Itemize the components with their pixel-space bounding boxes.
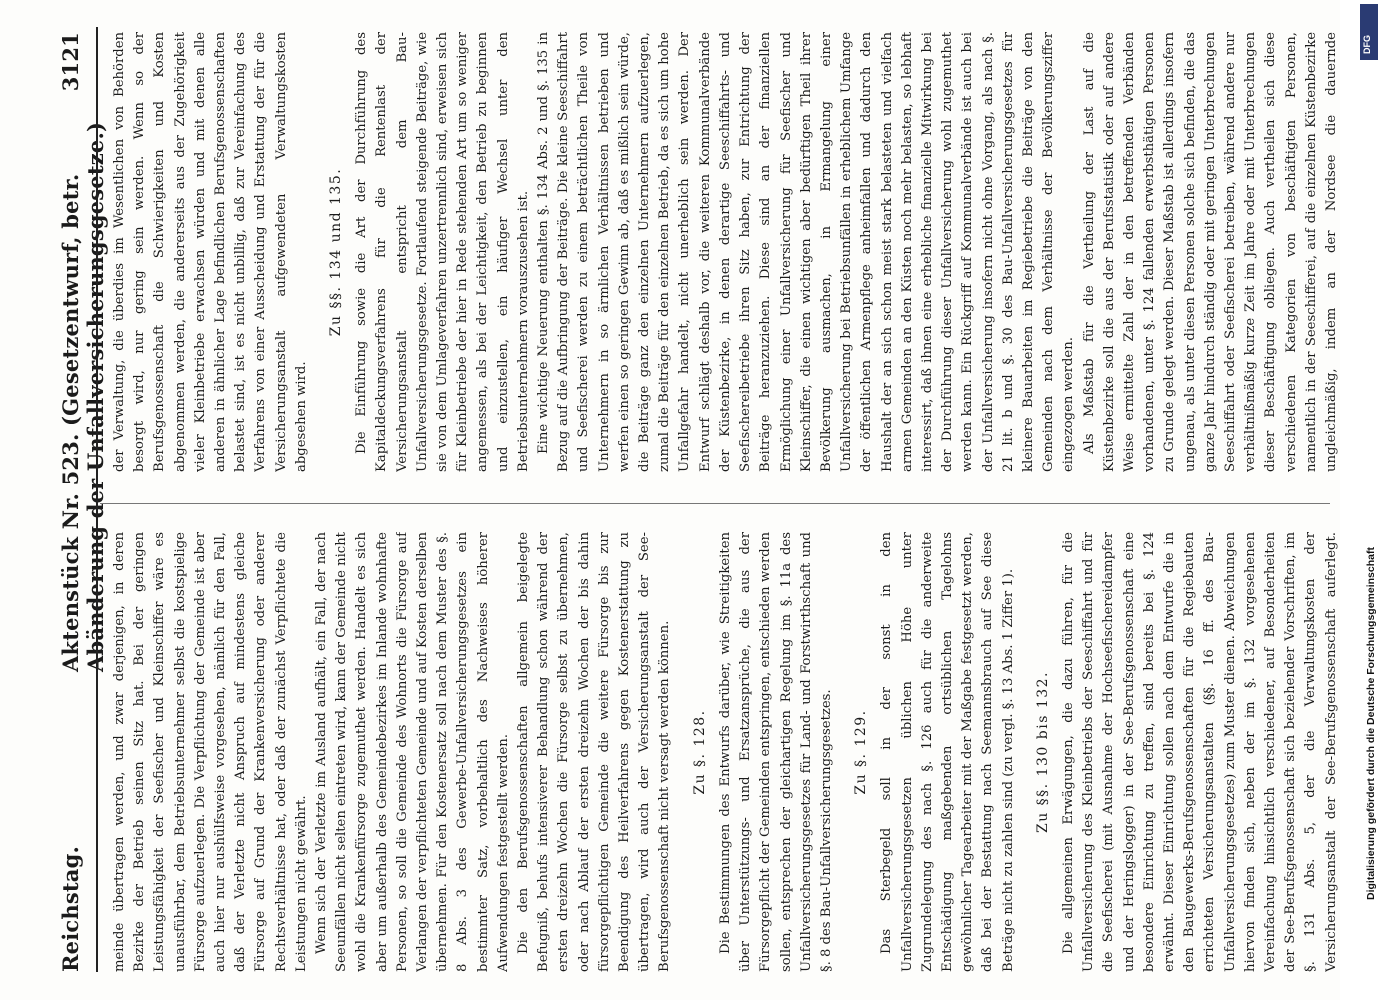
right-column: [110, 32, 1340, 472]
paragraph: Die Bestimmungen des Entwurfs darüber, wie Streitigkeiten über Unterstützungs- und Ersatzansprüche, die aus der Fürsorgepflicht der Gemeinden entspringen, entschieden werden sollen, entsprechen der gleichartigen Regelung im §. 11a des Unfallversicherungsgesetzes für Land- und Forstwirthschaft und §. 8 des Bau-Unfallversicherungsgesetzes.: [717, 532, 834, 972]
page-header: [58, 32, 108, 972]
digitization-note: Digitalisierung gefördert durch die Deutsche Forschungsgemeinschaft: [1365, 547, 1377, 900]
dfg-logo: [1360, 4, 1378, 60]
section-heading: Zu §. 128.: [691, 709, 708, 795]
header-publication: Reichstag.: [58, 846, 83, 972]
paragraph: Wenn sich der Verletzte im Ausland aufhält, ein Fall, der nach Seeunfällen nicht selten eintreten wird, kann der Gemeinde nicht wohl die Krankenfürsorge zugemuthet werden. Handelt es sich aber um außerhalb des Gemeindebezirkes im Inlande wohnhafte Personen, so soll die Gemeinde des Wohnorts die Fürsorge auf Verlangen der verpflichteten Gemeinde und auf Kosten derselben übernehmen. Für den Kostenersatz soll nach dem Muster des §. 8 Abs. 3 des Gewerbe-Unfallversicherungsgesetzes ein bestimmter Satz, vorbehaltlich des Nachweises höherer Aufwendungen festgestellt werden.: [314, 532, 511, 972]
section-heading: Zu §. 129.: [853, 709, 870, 795]
paragraph: Als Maßstab für die Vertheilung der Last auf die Küstenbezirke soll die aus der Berufsstatistik oder auf andere Weise ermittelte Zahl der in den betreffenden Verbänden vorhandenen, unter §. 124 fallenden erwerbsthätigen Personen zu Grunde gelegt werden. Dieser Maßstab ist allerdings insofern ungenau, als unter diesen Personen solche sich befinden, die das ganze Jahr hindurch ständig oder mit geringen Unterbrechungen Seeschiffahrt oder Seefischerei betreiben, während andere nur verhältnißmäßig kurze Zeit im Jahre oder mit Unterbrechungen dieser Beschäftigung obliegen. Auch vertheilen sich diese verschiedenen Kategorien von beschäftigten Personen, namentlich in der Seeschifferei, auf die einzelnen Küstenbezirke ungleichmäßig, indem an der Nordsee die dauernde: [1081, 32, 1339, 472]
left-column: [110, 532, 1340, 972]
column-divider: [100, 503, 1330, 504]
section-heading: Zu §§. 134 und 135.: [328, 167, 345, 337]
paragraph: Die Einführung sowie die Art der Durchführung des Kapitaldeckungsverfahrens für die Rentenlast der Versicherungsanstalt entspricht dem Bau-Unfallversicherungsgesetze. Fortlaufend steigende Beiträge, wie sie von dem Umlageverfahren unzertrennlich sind, erweisen sich für Kleinbetriebe der hier in Rede stehenden Art um so weniger angemessen, als bei der Leichtigkeit, den Betrieb zu beginnen und einzustellen, ein häufiger Wechsel unter den Betriebsunternehmern vorauszusehen ist.: [354, 32, 531, 472]
header-rule: [96, 27, 98, 972]
paragraph: Die den Berufsgenossenschaften allgemein beigelegte Befugniß, behufs intensiverer Behandlung schon während der ersten dreizehn Wochen die Fürsorge selbst zu übernehmen, oder nach Ablauf der ersten dreizehn Wochen der bis dahin fürsorgepflichtigen Gemeinde die weitere Fürsorge bis zur Beendigung des Heilverfahrens gegen Kostenerstattung zu übertragen, wird auch der Versicherungsanstalt der See-Berufsgenossenschaft nicht versagt werden können.: [516, 532, 673, 972]
header-title: Aktenstück Nr. 523. (Gesetzentwurf, betr. Abänderung der Unfallversicherungsgesetze.): [58, 121, 108, 672]
paragraph: Eine wichtige Neuerung enthalten §. 134 Abs. 2 und §. 135 in Bezug auf die Aufbringung der Beiträge. Die kleine Seeschiffahrt und Seefischerei werden zu einem beträchtlichen Theile von Unternehmern in so ärmlichen Verhältnissen betrieben und werfen einen so geringen Gewinn ab, daß es mißlich sein würde, die Beiträge ganz den einzelnen Unternehmern aufzuerlegen, zumal die Beiträge für den einzelnen Betrieb, da es sich um hohe Unfallgefahr handelt, nicht unerheblich sein werden. Der Entwurf schlägt deshalb vor, die weiteren Kommunalverbände der Küstenbezirke, in denen derartige Seeschiffahrts- und Seefischereibetriebe ihren Sitz haben, zur Entrichtung der Beiträge heranzuziehen. Diese sind an der finanziellen Ermöglichung einer Unfallversicherung für Seefischer und Kleinschiffer, die einen wichtigen aber bedürftigen Theil ihrer Bevölkerung ausmachen, in Ermangelung einer Unfallversicherung bei Betriebsunfällen in erheblichem Umfange der öffentlichen Armenpflege anheimfallen und dadurch den Haushalt der an sich schon meist stark belasteten und vielfach armen Gemeinden an den Küsten noch mehr belasten, so lebhaft interessirt, daß ihnen eine erhebliche finanzielle Mitwirkung bei der Durchführung dieser Unfallversicherung wohl zugemuthet werden kann. Ein Rückgriff auf Kommunalverbände ist auch bei der Unfallversicherung insofern nicht ohne Vorgang, als nach §. 21 lit. b und §. 30 des Bau-Unfallversicherungsgesetzes für kleinere Bauarbeiten im Regiebetriebe die Beiträge von den Gemeinden nach dem Verhältnisse der Bevölkerungsziffer eingezogen werden.: [536, 32, 1077, 472]
paragraph: der Verwaltung, die überdies im Wesentlichen von Behörden besorgt wird, nur gering sein werden. Wenn so der Berufsgenossenschaft die Schwierigkeiten und Kosten abgenommen werden, die andererseits aus der Zugehörigkeit vieler Kleinbetriebe erwachsen würden und mit denen alle anderen in ähnlicher Lage befindlichen Berufsgenossenschaften belastet sind, ist es nicht unbillig, daß zur Vereinfachung des Verfahrens von einer Ausscheidung und Erstattung der für die Versicherungsanstalt aufgewendeten Verwaltungskosten abgesehen wird.: [112, 32, 309, 472]
paragraph: Das Sterbegeld soll in der sonst in den Unfallversicherungsgesetzen üblichen Höhe unter Zugrundelegung des nach §. 126 auch für die anderweite Entschädigung maßgebenden ortsüblichen Tagelohns gewöhnlicher Tagearbeiter mit der Maßgabe festgesetzt werden, daß bei der Bestattung nach Seemannsbrauch auf See diese Beträge nicht zu zahlen sind (zu vergl. §. 13 Abs. 1 Ziffer 1).: [879, 532, 1016, 972]
section-heading: Zu §§. 130 bis 132.: [1034, 671, 1051, 834]
paragraph: meinde übertragen werden, und zwar derjenigen, in deren Bezirke der Betrieb seinen Sitz hat. Bei der geringen Leistungsfähigkeit der Seefischer und Kleinschiffer wäre es unausführbar, dem Betriebsunternehmer selbst die kostspielige Fürsorge aufzuerlegen. Die Verpflichtung der Gemeinde ist aber auch hier nur aushülfsweise vorgesehen, nämlich für den Fall, daß der Verletzte nicht Anspruch auf mindestens gleiche Fürsorge auf Grund der Krankenversicherung oder anderer Rechtsverhältnisse hat, oder daß der zunächst Verpflichtete die Leistungen nicht gewährt.: [112, 532, 309, 972]
paragraph: Die allgemeinen Erwägungen, die dazu führen, für die Unfallversicherung des Kleinbetriebs der Seeschiffahrt und für die Seefischerei (mit Ausnahme der Hochseefischereidampfer und der Heringslogger) in der See-Berufsgenossenschaft eine besondere Einrichtung zu treffen, sind bereits bei §. 124 erwähnt. Dieser Einrichtung sollen nach dem Entwurfe die in den Baugewerks-Berufsgenossenschaften für die Regiebauten errichteten Versicherungsanstalten (§§. 16 ff. des Bau-Unfallversicherungsgesetzes) zum Muster dienen. Abweichungen hiervon finden sich, neben der im §. 132 vorgesehenen Vereinfachung hinsichtlich verschiedener, auf Besonderheiten der See-Berufsgenossenschaft sich beziehender Vorschriften, im §. 131 Abs. 5, der die Verwaltungskosten der Versicherungsanstalt der See-Berufsgenossenschaft auferlegt.: [1060, 532, 1339, 972]
page-number: 3121: [58, 32, 83, 92]
dfg-logo-label: DFG: [1362, 35, 1372, 54]
